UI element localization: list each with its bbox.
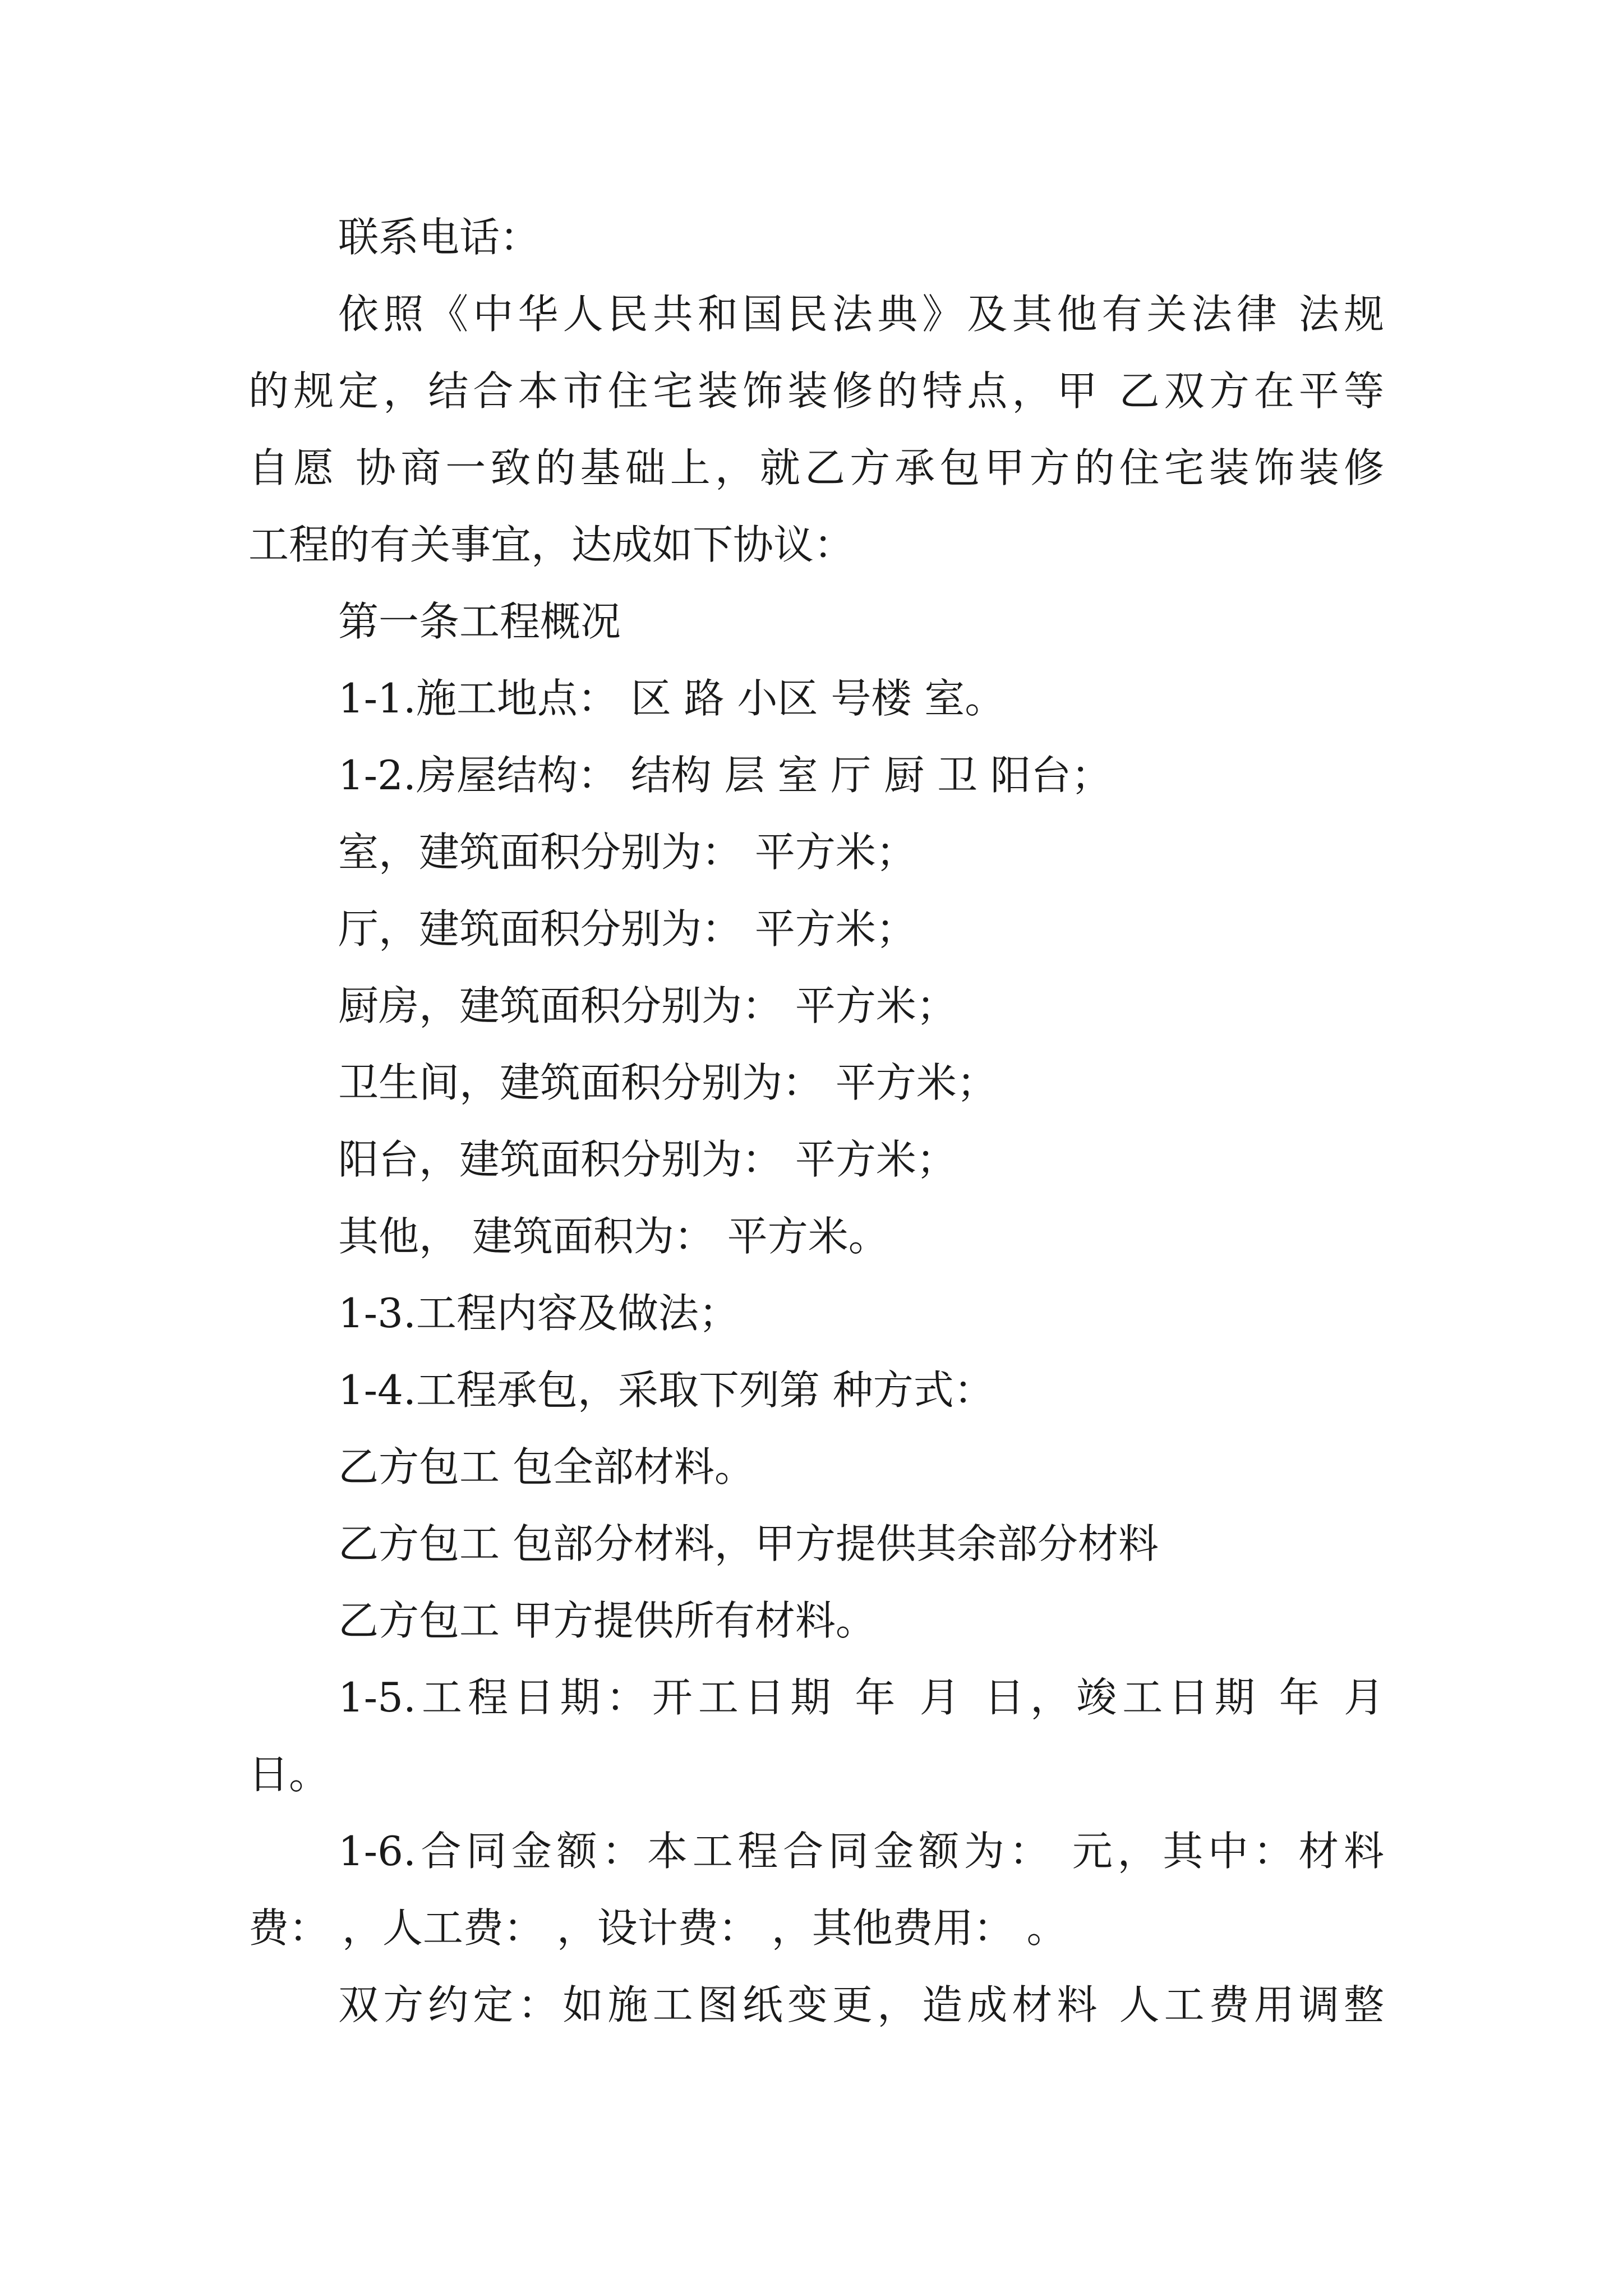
clause-line: 乙方包工 包部分材料，甲方提供其余部分材料 — [338, 1520, 1159, 1567]
clause-line: 1-3.工程内容及做法； — [338, 1290, 739, 1337]
clause-line: 1-2.房屋结构： 结构 层 室 厅 厨 卫 阳台； — [338, 752, 1112, 799]
clause-line: 厨房，建筑面积分别为： 平方米； — [338, 982, 957, 1029]
clause-line: 阳台，建筑面积分别为： 平方米； — [338, 1136, 957, 1183]
clause-line: 1-5.工程日期：开工日期 年 月 日，竣工日期 年 月 — [338, 1674, 1384, 1721]
paragraph-line: 工程的有关事宜，达成如下协议： — [248, 521, 855, 568]
paragraph-line: 依照《中华人民共和国民法典》及其他有关法律 法规 — [338, 291, 1384, 338]
clause-line: 卫生间，建筑面积分别为： 平方米； — [338, 1059, 997, 1106]
clause-line: 其他， 建筑面积为： 平方米。 — [338, 1213, 889, 1260]
clause-line: 1-4.工程承包，采取下列第 种方式： — [338, 1366, 994, 1414]
clause-line: 乙方包工 甲方提供所有材料。 — [338, 1597, 876, 1644]
paragraph-line: 的规定，结合本市住宅装饰装修的特点，甲 乙双方在平等 — [248, 367, 1384, 415]
clause-line: 日。 — [248, 1751, 330, 1798]
contact-phone-line: 联系电话： — [338, 214, 541, 261]
clause-line: 厅，建筑面积分别为： 平方米； — [338, 905, 916, 953]
paragraph-line: 自愿 协商一致的基础上，就乙方承包甲方的住宅装饰装修 — [248, 444, 1384, 491]
contract-text — [248, 199, 1384, 2044]
clause-line: 费： ，人工费： ，设计费： ，其他费用： 。 — [248, 1904, 1067, 1952]
clause-line: 双方约定：如施工图纸变更，造成材料 人工费用调整 — [338, 1981, 1384, 2028]
section-heading: 第一条工程概况 — [338, 598, 621, 645]
clause-line: 乙方包工 包全部材料。 — [338, 1443, 755, 1490]
clause-line: 1-1.施工地点： 区 路 小区 号楼 室。 — [338, 675, 1006, 722]
clause-line: 1-6.合同金额：本工程合同金额为： 元，其中：材料 — [338, 1828, 1384, 1875]
clause-line: 室，建筑面积分别为： 平方米； — [338, 829, 916, 876]
